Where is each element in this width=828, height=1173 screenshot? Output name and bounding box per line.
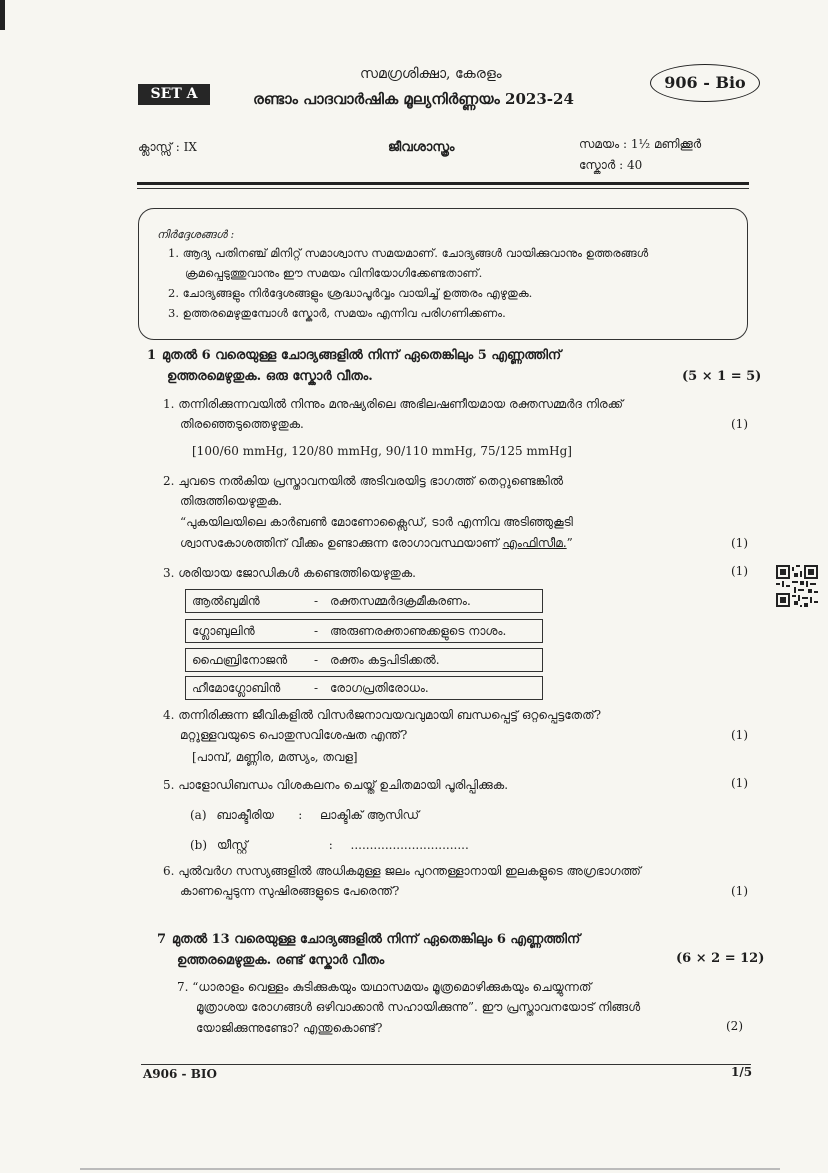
match-pair — [185, 648, 543, 672]
question-text: ശരിയായ ജോഡികൾ കണ്ടെത്തിയെഴുതുക. — [178, 566, 416, 580]
question-text-cont: തിരുത്തിയെഴുതുക. — [180, 494, 283, 508]
question-mark: (1) — [731, 417, 748, 431]
question-6 — [163, 864, 641, 879]
question-text-cont: യോജിക്കുന്നുണ്ടോ? എന്തുകൊണ്ട്? — [196, 1021, 383, 1035]
answer-blank: ............................... — [350, 838, 469, 852]
pair-right: അരുണരക്താണുക്കളുടെ നാശം. — [330, 624, 507, 638]
question-mark: (1) — [731, 564, 748, 578]
section-heading: മുതൽ 6 വരെയുള്ള ചോദ്യങ്ങളിൽ നിന്ന് ഏതെങ്കിലും 5 എണ്ണത്തിന് — [162, 348, 562, 363]
class-label: ക്ലാസ്സ് : IX — [138, 140, 197, 154]
footer-divider — [141, 1064, 751, 1065]
question-options: [100/60 mmHg, 120/80 mmHg, 90/110 mmHg, 75/125 mmHg] — [192, 444, 572, 458]
instruction-number: 1. — [168, 246, 179, 260]
section-heading: മുതൽ 13 വരെയുള്ള ചോദ്യങ്ങളിൽ നിന്ന് ഏതെങ്കിലും 6 എണ്ണത്തിന് — [172, 932, 581, 947]
question-options: [പാമ്പ്, മണ്ണിര, മത്സ്യം, തവള] — [192, 750, 358, 764]
quote-close: ” — [566, 536, 573, 550]
organization-name: സമഗ്രശിക്ഷാ, കേരളം — [360, 66, 502, 82]
section-heading-cont: ഉത്തരമെഴുതുക. രണ്ട് സ്കോർ വീതം — [177, 953, 385, 968]
question-text: തന്നിരിക്കുന്ന ജീവികളിൽ വിസർജനാവയവവുമായി ബന്ധപ്പെട്ട് ഒറ്റപ്പെട്ടതേത്? — [178, 708, 602, 722]
quoted-text: ശ്വാസകോശത്തിന് വീക്കം ഉണ്ടാക്കുന്ന രോഗാവസ്ഥയാണ് — [180, 536, 499, 550]
section-number: 7 — [157, 932, 167, 947]
question-text-cont: തിരഞ്ഞെടുത്തെഴുതുക. — [180, 417, 304, 431]
question-1 — [163, 397, 623, 412]
header-divider-thin — [137, 188, 749, 189]
question-text: ചുവടെ നൽകിയ പ്രസ്താവനയിൽ അടിവരയിട്ട ഭാഗത്ത് തെറ്റുണ്ടെങ്കിൽ — [178, 474, 564, 488]
option-label: (a) — [190, 808, 207, 822]
match-pair — [185, 589, 543, 613]
instruction-number: 2. — [168, 286, 179, 300]
analogy-right: ലാക്ടിക് ആസിഡ് — [320, 808, 420, 822]
question-3 — [163, 566, 416, 581]
analogy-sep: : — [298, 808, 303, 822]
question-mark: (2) — [726, 1019, 743, 1033]
paper-code: 906 - Bio — [650, 64, 760, 102]
scan-bottom-edge — [80, 1168, 780, 1170]
question-text: പുൽവർഗ സസ്യങ്ങളിൽ അധികമുള്ള ജലം പുറന്തള്ളാനായി ഇലകളുടെ അഗ്രഭാഗത്ത് — [178, 864, 641, 878]
set-badge: SET A — [138, 84, 210, 105]
question-text: “ധാരാളം വെള്ളം കുടിക്കുകയും യഥാസമയം മൂത്രമൊഴിക്കുകയും ചെയ്യുന്നത് — [192, 980, 592, 994]
header-divider — [137, 182, 749, 185]
instruction-text: ഉത്തരമെഴുതുമ്പോൾ സ്കോർ, സമയം എന്നിവ പരിഗണിക്കണം. — [182, 306, 506, 320]
pair-left: ആൽബുമിൻ — [192, 594, 260, 608]
instruction-item — [168, 306, 506, 321]
footer-code: A906 - BIO — [143, 1067, 217, 1081]
scan-edge-mark — [0, 0, 5, 30]
section-number: 1 — [147, 348, 157, 363]
instruction-number: 3. — [168, 306, 179, 320]
pair-dash: - — [314, 594, 319, 608]
question-5 — [163, 778, 508, 793]
instruction-item — [168, 286, 532, 301]
section-marks: (6 × 2 = 12) — [676, 951, 765, 966]
analogy-sep: : — [328, 838, 333, 852]
quoted-statement: “പുകയിലയിലെ കാർബൺ മോണോക്സൈഡ്, ടാർ എന്നിവ അടിഞ്ഞുകൂടി — [180, 515, 573, 529]
question-4 — [163, 708, 601, 723]
question-number: 2. — [163, 474, 175, 488]
pair-right: രോഗപ്രതിരോധം. — [330, 681, 429, 695]
question-mark: (1) — [731, 884, 748, 898]
instruction-item — [168, 246, 648, 261]
qr-code-icon — [776, 565, 818, 607]
question-text: തന്നിരിക്കുന്നവയിൽ നിന്നും മനുഷ്യരിലെ അഭിലഷണീയമായ രക്തസമ്മർദ നിരക്ക് — [178, 397, 624, 411]
question-text-cont: മറ്റുള്ളവയുടെ പൊതുസവിശേഷത എന്ത്? — [180, 728, 408, 742]
option-label: (b) — [190, 838, 208, 852]
pair-right: രക്തസമ്മർദക്രമീകരണം. — [330, 594, 471, 608]
section-marks: (5 × 1 = 5) — [682, 369, 762, 384]
question-text-cont: മൂത്രാശയ രോഗങ്ങൾ ഒഴിവാക്കാൻ സഹായിക്കുന്നു”. ഈ പ്രസ്താവനയോട് നിങ്ങൾ — [196, 1000, 641, 1014]
exam-title: രണ്ടാം പാദവാർഷിക മൂല്യനിർണ്ണയം 2023-24 — [253, 90, 574, 108]
question-number: 4. — [163, 708, 175, 722]
question-number: 6. — [163, 864, 175, 878]
pair-right: രക്തം കട്ടപിടിക്കൽ. — [330, 653, 440, 667]
instruction-text: ചോദ്യങ്ങളും നിർദ്ദേശങ്ങളും ശ്രദ്ധാപൂർവ്വം വായിച്ച് ഉത്തരം എഴുതുക. — [182, 286, 533, 300]
question-number: 1. — [163, 397, 175, 411]
subject-title: ജീവശാസ്ത്രം — [388, 140, 455, 155]
question-text: പാളോഡിബന്ധം വിശകലനം ചെയ്ത് ഉചിതമായി പൂരിപ്പിക്കുക. — [178, 778, 509, 792]
question-7 — [177, 980, 591, 995]
question-mark: (1) — [731, 536, 748, 550]
pair-left: ഫൈബ്രിനോജൻ — [192, 653, 288, 667]
pair-dash: - — [314, 681, 319, 695]
instruction-text: ആദ്യ പതിനഞ്ച് മിനിറ്റ് സമാശ്വാസ സമയമാണ്. ചോദ്യങ്ങൾ വായിക്കുവാനും ഉത്തരങ്ങൾ — [182, 246, 649, 260]
pair-left: ഗ്ലോബുലിൻ — [192, 624, 255, 638]
analogy-left: ബാക്ടീരിയ — [216, 808, 274, 822]
question-number: 3. — [163, 566, 175, 580]
pair-left: ഹീമോഗ്ലോബിൻ — [192, 681, 281, 695]
underlined-term: എംഫിസീമ. — [502, 536, 567, 550]
analogy-b — [190, 838, 469, 853]
pair-dash: - — [314, 624, 319, 638]
pair-dash: - — [314, 653, 319, 667]
question-text-cont: കാണപ്പെടുന്ന സുഷിരങ്ങളുടെ പേരെന്ത്? — [180, 884, 400, 898]
instructions-title: നിർദ്ദേശങ്ങൾ : — [157, 228, 235, 241]
question-number: 7. — [177, 980, 189, 994]
question-mark: (1) — [731, 776, 748, 790]
quoted-statement-cont — [180, 536, 573, 551]
question-number: 5. — [163, 778, 175, 792]
question-2 — [163, 474, 563, 489]
match-pair — [185, 676, 543, 700]
time-label: സമയം : 1½ മണിക്കൂർ — [579, 137, 702, 151]
analogy-a — [190, 808, 419, 823]
score-label: സ്കോർ : 40 — [579, 158, 643, 172]
analogy-left: യീസ്റ്റ് — [216, 838, 248, 852]
page-number: 1/5 — [731, 1065, 753, 1079]
section-heading-cont: ഉത്തരമെഴുതുക. ഒരു സ്കോർ വീതം. — [167, 369, 373, 384]
instruction-text-cont: ക്രമപ്പെടുത്തുവാനും ഈ സമയം വിനിയോഗിക്കേണ്ടതാണ്. — [185, 266, 483, 280]
question-mark: (1) — [731, 728, 748, 742]
match-pair — [185, 619, 543, 643]
